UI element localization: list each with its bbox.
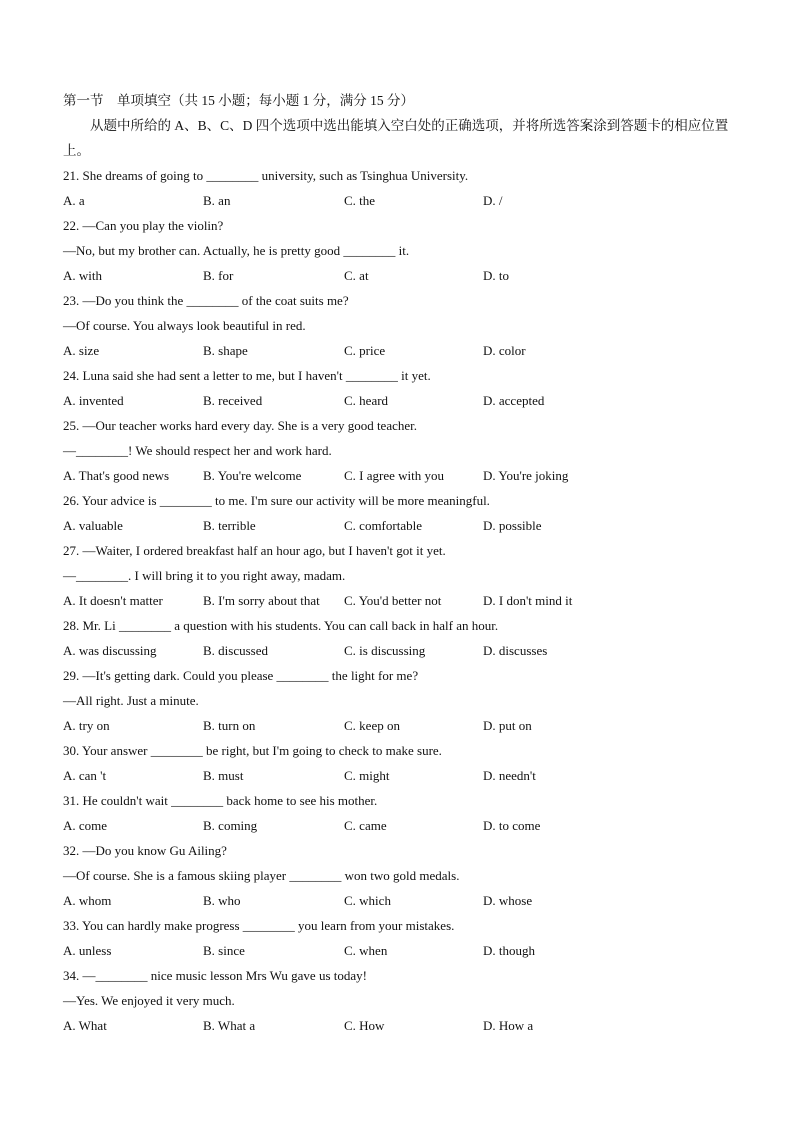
question-item [63, 288, 743, 363]
question-stem: 25. —Our teacher works hard every day. She is a very good teacher. [63, 418, 418, 433]
answer-options [63, 638, 743, 663]
option-a: A. whom [63, 893, 112, 908]
question-stem: 34. —________ nice music lesson Mrs Wu gave us today! [63, 968, 367, 983]
option-c: C. comfortable [344, 518, 422, 533]
option-a: A. try on [63, 718, 110, 733]
question-stem: 29. —It's getting dark. Could you please ________ the light for me? [63, 668, 419, 683]
answer-options [63, 813, 743, 838]
question-item [63, 838, 743, 913]
answer-options [63, 588, 743, 613]
option-c: C. You'd better not [344, 593, 442, 608]
question-list [63, 163, 743, 1038]
option-d: D. You're joking [483, 468, 569, 483]
option-b: B. coming [203, 818, 258, 833]
question-item [63, 738, 743, 788]
option-d: D. How a [483, 1018, 534, 1033]
question-stem: 26. Your advice is ________ to me. I'm sure our activity will be more meaningful. [63, 493, 490, 508]
option-b: B. received [203, 393, 263, 408]
option-c: C. How [344, 1018, 385, 1033]
answer-options [63, 188, 743, 213]
option-a: A. size [63, 343, 100, 358]
dialogue-line: —Yes. We enjoyed it very much. [63, 993, 235, 1008]
option-d: D. / [483, 193, 503, 208]
question-stem: 31. He couldn't wait ________ back home to see his mother. [63, 793, 378, 808]
answer-options [63, 338, 743, 363]
question-item [63, 213, 743, 288]
option-d: D. to [483, 268, 509, 283]
option-b: B. an [203, 193, 231, 208]
question-item [63, 163, 743, 213]
option-b: B. I'm sorry about that [203, 593, 320, 608]
option-d: D. to come [483, 818, 541, 833]
option-a: A. come [63, 818, 108, 833]
option-c: C. which [344, 893, 391, 908]
option-c: C. might [344, 768, 390, 783]
section-instruction: 从题中所给的 A、B、C、D 四个选项中选出能填入空白处的正确选项，并将所选答案涂到答题卡的相应位置上。 [63, 118, 729, 158]
option-c: C. is discussing [344, 643, 426, 658]
option-c: C. came [344, 818, 387, 833]
option-c: C. heard [344, 393, 389, 408]
option-c: C. at [344, 268, 369, 283]
question-stem: 33. You can hardly make progress ________ you learn from your mistakes. [63, 918, 455, 933]
answer-options [63, 888, 743, 913]
option-b: B. since [203, 943, 245, 958]
dialogue-line: —________! We should respect her and work hard. [63, 443, 332, 458]
answer-options [63, 388, 743, 413]
option-d: D. discusses [483, 643, 548, 658]
answer-options [63, 713, 743, 738]
option-d: D. accepted [483, 393, 545, 408]
question-stem: 32. —Do you know Gu Ailing? [63, 843, 227, 858]
option-d: D. whose [483, 893, 533, 908]
answer-options [63, 463, 743, 488]
question-stem: 21. She dreams of going to ________ university, such as Tsinghua University. [63, 168, 469, 183]
option-a: A. What [63, 1018, 107, 1033]
option-d: D. I don't mind it [483, 593, 573, 608]
option-b: B. who [203, 893, 241, 908]
option-d: D. needn't [483, 768, 536, 783]
answer-options [63, 513, 743, 538]
question-item [63, 788, 743, 838]
option-a: A. valuable [63, 518, 123, 533]
dialogue-line: —________. I will bring it to you right away, madam. [63, 568, 346, 583]
option-b: B. for [203, 268, 234, 283]
question-stem: 24. Luna said she had sent a letter to me, but I haven't ________ it yet. [63, 368, 431, 383]
question-item [63, 413, 743, 488]
question-stem: 22. —Can you play the violin? [63, 218, 224, 233]
option-c: C. keep on [344, 718, 400, 733]
dialogue-line: —No, but my brother can. Actually, he is pretty good ________ it. [63, 243, 410, 258]
option-b: B. turn on [203, 718, 256, 733]
question-stem: 27. —Waiter, I ordered breakfast half an hour ago, but I haven't got it yet. [63, 543, 446, 558]
option-b: B. shape [203, 343, 248, 358]
question-item [63, 488, 743, 538]
option-d: D. put on [483, 718, 532, 733]
option-a: A. It doesn't matter [63, 593, 163, 608]
answer-options [63, 1013, 743, 1038]
dialogue-line: —Of course. You always look beautiful in red. [63, 318, 306, 333]
option-b: B. terrible [203, 518, 256, 533]
question-stem: 28. Mr. Li ________ a question with his students. You can call back in half an hour. [63, 618, 499, 633]
option-d: D. though [483, 943, 535, 958]
question-stem: 30. Your answer ________ be right, but I'm going to check to make sure. [63, 743, 442, 758]
dialogue-line: —All right. Just a minute. [63, 693, 199, 708]
exam-page [63, 88, 743, 1038]
answer-options [63, 938, 743, 963]
option-b: B. What a [203, 1018, 256, 1033]
question-item [63, 613, 743, 663]
option-a: A. invented [63, 393, 124, 408]
section-title: 第一节 单项填空（共 15 小题；每小题 1 分，满分 15 分） [63, 93, 414, 108]
option-b: B. must [203, 768, 244, 783]
option-a: A. unless [63, 943, 112, 958]
option-d: D. possible [483, 518, 542, 533]
option-a: A. can 't [63, 768, 107, 783]
option-c: C. I agree with you [344, 468, 445, 483]
option-a: A. with [63, 268, 102, 283]
option-d: D. color [483, 343, 526, 358]
answer-options [63, 763, 743, 788]
answer-options [63, 263, 743, 288]
option-c: C. the [344, 193, 376, 208]
question-item [63, 363, 743, 413]
option-a: A. That's good news [63, 468, 170, 483]
option-a: A. a [63, 193, 85, 208]
option-b: B. discussed [203, 643, 268, 658]
question-item [63, 913, 743, 963]
question-stem: 23. —Do you think the ________ of the coat suits me? [63, 293, 349, 308]
question-item [63, 963, 743, 1038]
dialogue-line: —Of course. She is a famous skiing player ________ won two gold medals. [63, 868, 460, 883]
option-c: C. when [344, 943, 388, 958]
option-a: A. was discussing [63, 643, 157, 658]
question-item [63, 538, 743, 613]
question-item [63, 663, 743, 738]
option-c: C. price [344, 343, 386, 358]
option-b: B. You're welcome [203, 468, 302, 483]
